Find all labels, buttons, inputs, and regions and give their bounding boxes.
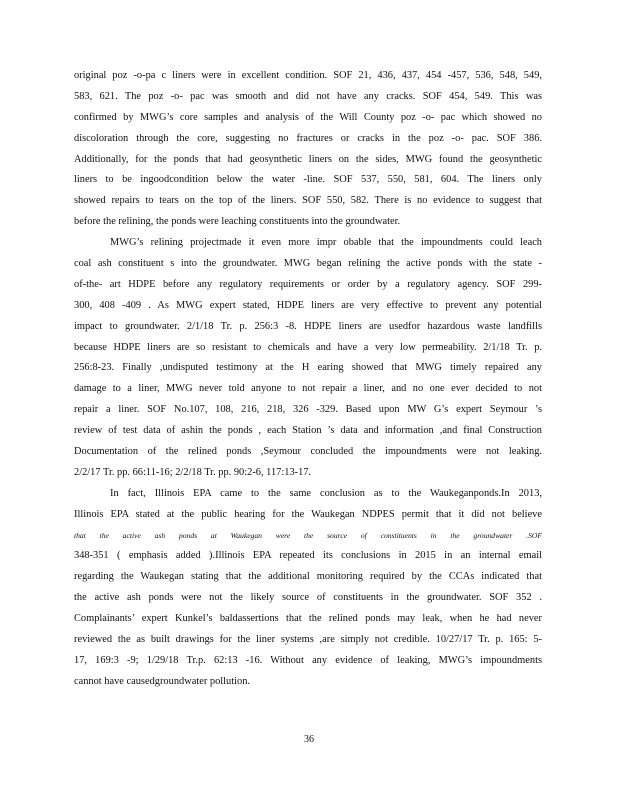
text-line: that the active ash ponds at Waukegan were the source of constituents in the groundwater .SOF xyxy=(74,530,542,540)
text-line: In fact, Illinois EPA came to the same conclusion as to the Waukeganponds.In 2013, xyxy=(110,487,542,499)
text-line: 300, 408 -409 . As MWG expert stated, HDPE liners are very effective to prevent any potential xyxy=(74,299,542,311)
text-line: 348-351 ( emphasis added ).Illinois EPA repeated its conclusions in 2015 in an internal email xyxy=(74,550,542,562)
text-line: 256:8-23. Finally ,undisputed testimony at the H earing showed that MWG timely repaired any xyxy=(74,362,542,374)
text-line: original poz -o-pa c liners were in excellent condition. SOF 21, 436, 437, 454 -457, 536, 548, 549, xyxy=(74,70,542,81)
text-line: repair a liner. SOF No.107, 108, 216, 218, 326 -329. Based upon MW G’s expert Seymour ’s xyxy=(74,404,542,416)
text-line: Documentation of the relined ponds ,Seymour concluded the impoundments were not leaking. xyxy=(74,446,542,458)
text-line: 583, 621. The poz -o- pac was smooth and did not have any cracks. SOF 454, 549. This was xyxy=(74,90,542,102)
text-line: of-the- art HDPE before any regulatory requirements or order by a regulatory agency. SOF 299- xyxy=(74,278,542,290)
text-line: damage to a liner, MWG never told anyone to not repair a liner, and no one ever decided to not xyxy=(74,383,542,395)
text-line: reviewed the as built drawings for the liner systems ,are simply not credible. 10/27/17 Tr. p. 165: 5- xyxy=(74,634,542,646)
text-line: Illinois EPA stated at the public hearing for the Waukegan NDPES permit that it did not believe xyxy=(74,508,542,520)
text-line: regarding the Waukegan stating that the additional monitoring required by the CCAs indicated that xyxy=(74,571,542,583)
body-text xyxy=(74,66,542,693)
text-line: impact to groundwater. 2/1/18 Tr. p. 256:3 -8. HDPE liners are usedfor hazardous waste landfills xyxy=(74,320,542,332)
text-line: liners to be ingoodcondition below the water -line. SOF 537, 550, 581, 604. The liners only xyxy=(74,174,542,186)
page-number: 36 xyxy=(304,734,314,745)
text-line: cannot have causedgroundwater pollution. xyxy=(74,675,251,687)
text-line: confirmed by MWG’s core samples and analysis of the Will County poz -o- pac which showed no xyxy=(74,111,542,123)
text-line: 2/2/17 Tr. pp. 66:11-16; 2/2/18 Tr. pp. 90:2-6, 117:13-17. xyxy=(74,466,312,478)
text-line: MWG’s relining projectmade it even more impr obable that the impoundments could leach xyxy=(110,237,542,249)
text-line: before the relining, the ponds were leaching constituents into the groundwater. xyxy=(74,216,401,228)
text-line: the active ash ponds were not the likely source of constituents in the groundwater. SOF 352 . xyxy=(74,592,542,604)
text-line: 17, 169:3 -9; 1/29/18 Tr.p. 62:13 -16. Without any evidence of leaking, MWG’s impoundments xyxy=(74,654,542,666)
text-line: coal ash constituent s into the groundwater. MWG began relining the active ponds with the state - xyxy=(74,258,542,270)
text-line: Complainants’ expert Kunkel’s baldassertions that the relined ponds may leak, when he had never xyxy=(74,613,542,625)
text-line: discoloration through the core, suggesting no fractures or cracks in the poz -o- pac. SOF 386. xyxy=(74,132,542,144)
text-line: review of test data of ashin the ponds , each Station ’s data and information ,and final Construction xyxy=(74,425,542,437)
text-line: because HDPE liners are so resistant to chemicals and have a very low permeability. 2/1/18 Tr. p. xyxy=(74,341,542,353)
text-line: Additionally, for the ponds that had geosynthetic liners on the sides, MWG found the geosynthetic xyxy=(74,153,542,165)
text-line: showed repairs to tears on the top of the liners. SOF 550, 582. There is no evidence to suggest that xyxy=(74,195,542,207)
